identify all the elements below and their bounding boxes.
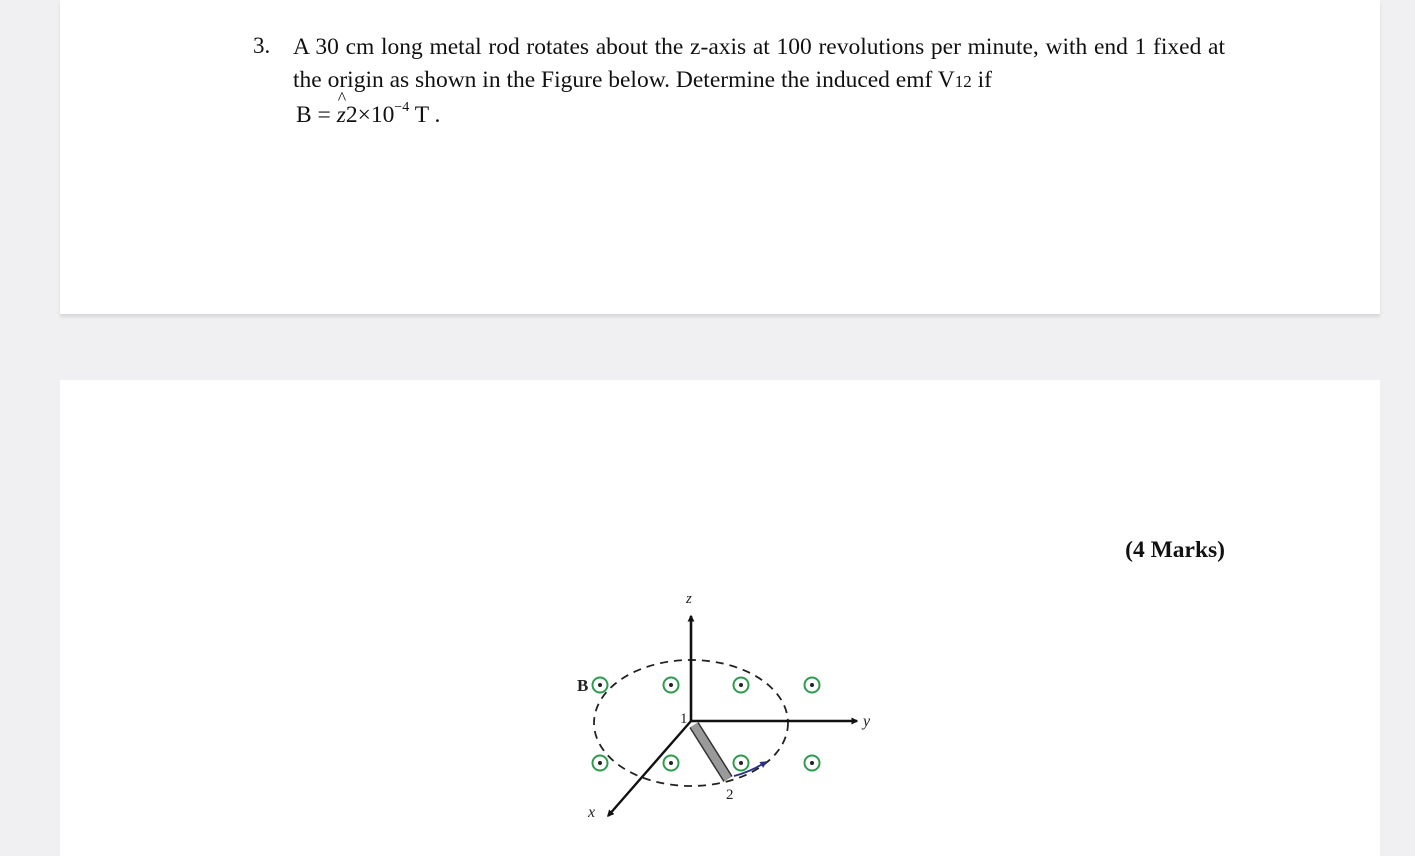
field-b-label: B [577,676,589,695]
emf-symbol: V [937,66,955,93]
eq-units: T . [409,102,441,128]
unit-vector-hat: ^ [337,88,347,108]
question-page [60,0,1380,314]
marks-label: (4 Marks) [1125,537,1225,563]
rod-end-2-label: 2 [726,787,734,803]
question-text [293,31,1225,98]
rod-end-1-label: 1 [680,711,688,727]
field-dot-icon [805,756,820,771]
metal-rod-fill [694,725,728,779]
field-dot-icon [593,678,608,693]
y-axis-label: y [863,713,871,730]
rotating-rod-figure [60,380,1380,856]
eq-exponent: −4 [394,100,410,115]
field-dot-icon [664,756,679,771]
field-dot-icon [664,678,679,693]
emf-subscript: 12 [954,71,972,91]
field-dot-icon [805,678,820,693]
x-axis-label: x [588,804,596,821]
eq-mantissa: 2×10 [345,102,395,128]
unit-vector-letter: z [336,102,346,128]
question-number: 3. [253,33,271,58]
figure-page [60,380,1380,856]
field-dot-icon [734,756,749,771]
field-equation [296,88,441,129]
question-body: A 30 cm long metal rod rotates about the z-axis at 100 revolutions per minute, with end 1 fixed at the origin as shown in the Figure below. Determine the induced emf [293,34,1225,93]
field-dot-icon [593,756,608,771]
question-text-end: if [971,66,993,93]
z-axis-label: z [686,591,692,607]
eq-lhs: B = [296,102,337,128]
field-dot-icon [734,678,749,693]
unit-vector-z [336,88,347,129]
x-axis [608,721,691,816]
